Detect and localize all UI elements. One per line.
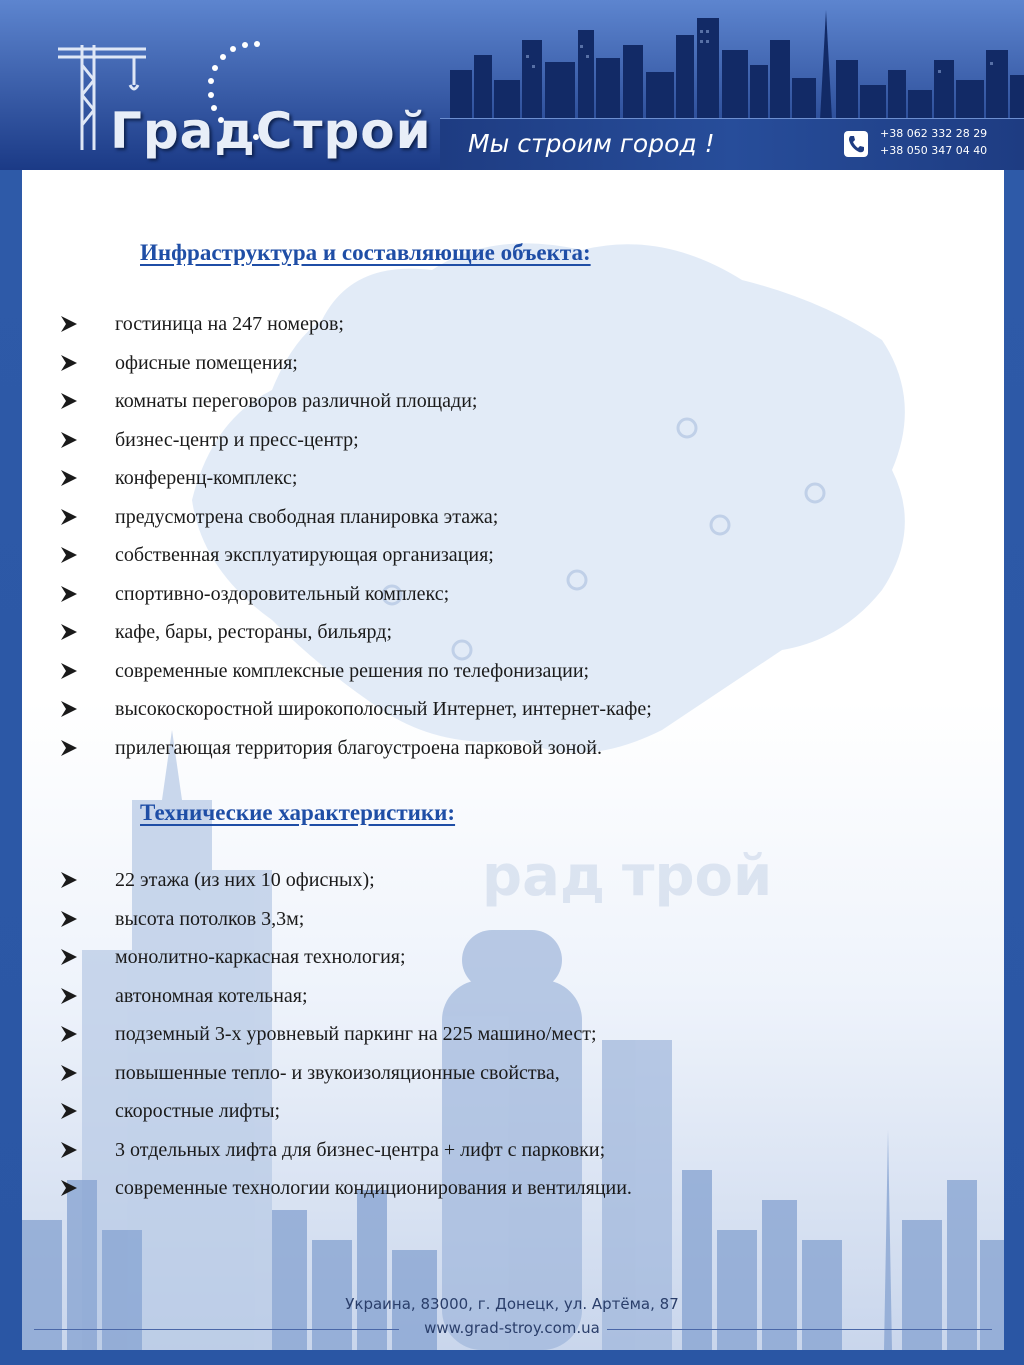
- slogan-bar: [440, 118, 1024, 170]
- svg-text:рад: рад: [482, 844, 606, 909]
- list-item: [115, 389, 652, 428]
- list-item: [115, 312, 652, 351]
- arrow-bullet-icon: [59, 662, 79, 680]
- list-item-text: автономная котельная;: [115, 984, 308, 1007]
- list-item-text: современные комплексные решения по телефонизации;: [115, 659, 590, 682]
- list-item: [115, 907, 632, 946]
- footer-address: Украина, 83000, г. Донецк, ул. Артёма, 87: [345, 1295, 679, 1313]
- arrow-bullet-icon: [59, 315, 79, 333]
- arrow-bullet-icon: [59, 1141, 79, 1159]
- list-item: [115, 697, 652, 736]
- content-panel: [22, 170, 1004, 1350]
- technical-title: Технические характеристики:: [140, 800, 456, 825]
- phone-number-2: +38 050 347 04 40: [880, 144, 988, 157]
- list-item-text: гостиница на 247 номеров;: [115, 313, 344, 335]
- arrow-bullet-icon: [59, 546, 79, 564]
- footer-website: www.grad-stroy.com.ua: [424, 1319, 600, 1337]
- infrastructure-title: Инфраструктура и составляющие объекта:: [140, 240, 591, 265]
- list-item-text: монолитно-каркасная технология;: [115, 946, 406, 968]
- logo-text: ГрадСтрой: [110, 102, 432, 160]
- arrow-bullet-icon: [59, 910, 79, 928]
- list-item-text: 3 отдельных лифта для бизнес-центра + лифт с парковки;: [115, 1138, 606, 1161]
- list-item-text: высота потолков 3,3м;: [115, 907, 305, 930]
- arrow-bullet-icon: [59, 1102, 79, 1120]
- arrow-bullet-icon: [59, 948, 79, 966]
- arrow-bullet-icon: [59, 623, 79, 641]
- list-item: [115, 505, 652, 544]
- list-item-text: комнаты переговоров различной площади;: [115, 390, 478, 412]
- arrow-bullet-icon: [59, 354, 79, 372]
- list-item: [115, 1061, 632, 1100]
- svg-text:трой: трой: [622, 844, 773, 909]
- arrow-bullet-icon: [59, 987, 79, 1005]
- technical-list: [115, 868, 632, 1215]
- list-item-text: 22 этажа (из них 10 офисных);: [115, 869, 375, 891]
- list-item-text: офисные помещения;: [115, 351, 298, 374]
- list-item-text: прилегающая территория благоустроена парковой зоной.: [115, 736, 602, 759]
- list-item: [115, 736, 652, 775]
- list-item: [115, 868, 632, 907]
- list-item-text: собственная эксплуатирующая организация;: [115, 544, 494, 566]
- list-item-text: повышенные тепло- и звукоизоляционные свойства,: [115, 1061, 560, 1084]
- list-item: [115, 543, 652, 582]
- list-item: [115, 620, 652, 659]
- list-item-text: скоростные лифты;: [115, 1100, 281, 1122]
- list-item-text: предусмотрена свободная планировка этажа;: [115, 505, 499, 528]
- infrastructure-list: [115, 312, 652, 774]
- list-item: [115, 1138, 632, 1177]
- list-item: [115, 945, 632, 984]
- list-item: [115, 351, 652, 390]
- arrow-bullet-icon: [59, 392, 79, 410]
- arrow-bullet-icon: [59, 700, 79, 718]
- list-item: [115, 1176, 632, 1215]
- arrow-bullet-icon: [59, 469, 79, 487]
- phone-icon: [844, 131, 868, 157]
- list-item: [115, 1099, 632, 1138]
- list-item: [115, 1022, 632, 1061]
- slogan: Мы строим город !: [468, 129, 715, 158]
- list-item-text: спортивно-оздоровительный комплекс;: [115, 582, 450, 605]
- phone-number-1: +38 062 332 28 29: [880, 127, 988, 140]
- phone-numbers: [880, 125, 987, 159]
- list-item-text: высокоскоростной широкополосный Интернет, интернет-кафе;: [115, 698, 652, 720]
- arrow-bullet-icon: [59, 585, 79, 603]
- list-item-text: подземный 3-х уровневый паркинг на 225 машино/мест;: [115, 1023, 597, 1045]
- list-item: [115, 659, 652, 698]
- list-item: [115, 466, 652, 505]
- arrow-bullet-icon: [59, 1179, 79, 1197]
- arrow-bullet-icon: [59, 508, 79, 526]
- header-banner: [0, 0, 1024, 170]
- company-logo: [40, 30, 432, 160]
- arrow-bullet-icon: [59, 431, 79, 449]
- list-item-text: кафе, бары, рестораны, бильярд;: [115, 621, 393, 643]
- arrow-bullet-icon: [59, 739, 79, 757]
- list-item: [115, 428, 652, 467]
- list-item: [115, 582, 652, 621]
- arrow-bullet-icon: [59, 1064, 79, 1082]
- list-item-text: современные технологии кондиционирования и вентиляции.: [115, 1177, 632, 1199]
- arrow-bullet-icon: [59, 1025, 79, 1043]
- list-item: [115, 984, 632, 1023]
- list-item-text: бизнес-центр и пресс-центр;: [115, 428, 359, 451]
- list-item-text: конференц-комплекс;: [115, 467, 298, 489]
- arrow-bullet-icon: [59, 871, 79, 889]
